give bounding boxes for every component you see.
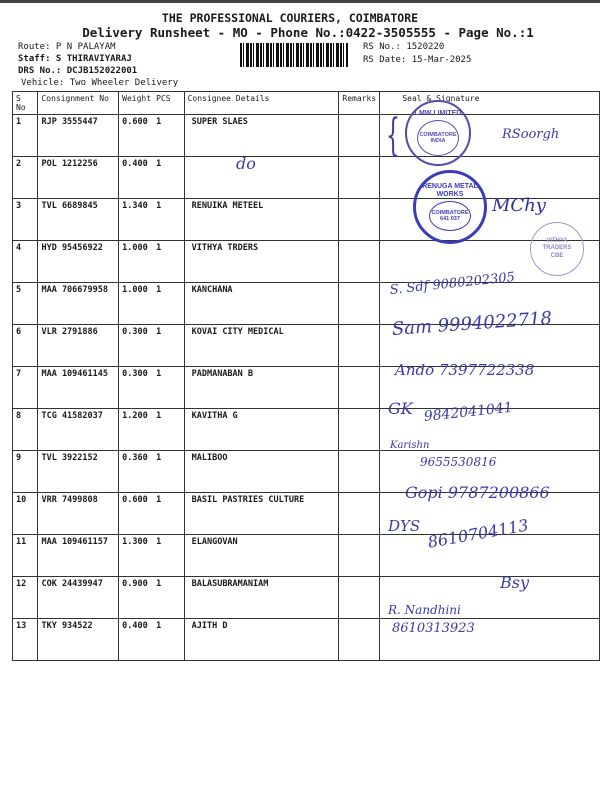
cell-remarks — [339, 199, 380, 241]
cell-weight: 1.200 — [122, 411, 148, 421]
cell-sno: 12 — [13, 577, 38, 619]
cell-weight: 1.000 — [122, 243, 148, 253]
cell-weight: 0.600 — [122, 117, 148, 127]
cell-pcs: 1 — [156, 243, 162, 253]
cell-pcs: 1 — [156, 159, 162, 169]
stamp-text: INDIA — [430, 137, 446, 144]
table-row — [13, 157, 600, 199]
signature: RSoorgh — [502, 127, 560, 142]
handwritten-phone: 8610704113 — [426, 515, 530, 552]
cell-remarks — [339, 241, 380, 283]
cell-remarks — [339, 493, 380, 535]
rs-date: RS Date: 15-Mar-2025 — [363, 55, 472, 65]
cell-consignee: VITHYA TRDERS — [184, 241, 339, 283]
stamp-text: COIMBATORE — [419, 131, 457, 138]
cell-weight: 0.400 — [122, 621, 148, 631]
cell-consignee: ELANGOVAN — [184, 535, 339, 577]
handwritten-phone: S. Sdf 9080202305 — [389, 269, 516, 298]
route: Route: P N PALAYAM — [18, 42, 116, 52]
cell-consignment: TVL 3922152 — [38, 451, 119, 493]
cell-sno: 9 — [13, 451, 38, 493]
handwritten-note: do — [236, 154, 256, 173]
stamp-ring-text: VITHYA TRADERS — [542, 238, 572, 251]
handwritten-phone: Gopi 9787200866 — [405, 483, 550, 502]
cell-consignment: HYD 95456922 — [38, 241, 119, 283]
col-remarks: Remarks — [339, 92, 380, 115]
cell-pcs: 1 — [156, 285, 162, 295]
cell-sno: 1 — [13, 115, 38, 157]
cell-sno: 5 — [13, 283, 38, 325]
vithya-stamp — [530, 222, 584, 276]
cell-sno: 11 — [13, 535, 38, 577]
cell-pcs: 1 — [156, 453, 162, 463]
cell-weight: 1.000 — [122, 285, 148, 295]
cell-pcs: 1 — [156, 537, 162, 547]
cell-consignment: MAA 706679958 — [38, 283, 119, 325]
handwritten-phone: Sam 9994022718 — [391, 307, 553, 340]
cell-consignment: RJP 3555447 — [38, 115, 119, 157]
handwritten-name: R. Nandhini — [388, 603, 461, 617]
cell-weight-pcs — [119, 325, 184, 367]
cell-remarks — [339, 577, 380, 619]
cell-weight-pcs — [119, 409, 184, 451]
cell-remarks — [339, 157, 380, 199]
cell-pcs: 1 — [156, 117, 162, 127]
cell-remarks — [339, 115, 380, 157]
cell-pcs: 1 — [156, 495, 162, 505]
cell-consignee: KANCHANA — [184, 283, 339, 325]
cell-consignee: KOVAI CITY MEDICAL — [184, 325, 339, 367]
cell-pcs: 1 — [156, 201, 162, 211]
cell-remarks — [339, 325, 380, 367]
cell-weight: 0.300 — [122, 369, 148, 379]
cell-sno: 10 — [13, 493, 38, 535]
cell-remarks — [339, 451, 380, 493]
stamp-text: 641 037 — [440, 215, 460, 222]
col-pcs: PCS — [156, 94, 171, 103]
cell-weight: 0.300 — [122, 327, 148, 337]
col-seal-signature: Seal & Signature — [380, 92, 600, 115]
cell-consignee: RENUIKA METEEL — [184, 199, 339, 241]
cell-weight-pcs — [119, 577, 184, 619]
cell-pcs: 1 — [156, 327, 162, 337]
cell-weight-pcs — [119, 493, 184, 535]
vehicle: Vehicle: Two Wheeler Delivery — [21, 78, 179, 88]
cell-consignment: TVL 6689845 — [38, 199, 119, 241]
cell-pcs: 1 — [156, 621, 162, 631]
staff: Staff: S THIRAVIYARAJ — [18, 54, 132, 64]
handwritten-phone: Ando 7397722338 — [395, 361, 535, 379]
handwritten-sign: GK — [388, 399, 413, 418]
handwritten-phone: 9655530816 — [420, 455, 497, 469]
cell-remarks — [339, 619, 380, 661]
stamp-ring-text: LMW LIMITED — [414, 110, 462, 118]
cell-consignee: MALIBOO — [184, 451, 339, 493]
cell-consignment: MAA 109461145 — [38, 367, 119, 409]
handwritten-name: Karishn — [390, 440, 430, 451]
cell-consignee: PADMANABAN B — [184, 367, 339, 409]
rs-number: RS No.: 1520220 — [363, 42, 445, 52]
cell-sno: 3 — [13, 199, 38, 241]
cell-sno: 13 — [13, 619, 38, 661]
cell-remarks — [339, 409, 380, 451]
cell-weight-pcs — [119, 199, 184, 241]
col-consignee: Consignee Details — [184, 92, 339, 115]
cell-consignment: TKY 934522 — [38, 619, 119, 661]
cell-consignment: VRR 7499808 — [38, 493, 119, 535]
col-weight: Weight — [122, 94, 152, 103]
cell-weight-pcs — [119, 619, 184, 661]
cell-sno: 2 — [13, 157, 38, 199]
handwritten-phone: 8610313923 — [392, 621, 475, 636]
cell-consignee — [184, 154, 339, 199]
signature: MChy — [492, 195, 546, 216]
cell-weight-pcs — [119, 535, 184, 577]
stamp-text: COIMBATORE — [431, 209, 469, 216]
col-consignment: Consignment No — [38, 92, 119, 115]
handwritten-brace: { — [386, 110, 400, 161]
cell-weight: 0.600 — [122, 495, 148, 505]
cell-pcs: 1 — [156, 579, 162, 589]
cell-weight-pcs — [119, 115, 184, 157]
renuga-stamp — [413, 170, 487, 244]
cell-signature — [380, 157, 600, 199]
handwritten-sign: DYS — [388, 517, 421, 535]
cell-consignee: BALASUBRAMANIAM — [184, 577, 339, 619]
cell-remarks — [339, 367, 380, 409]
cell-pcs: 1 — [156, 369, 162, 379]
cell-weight-pcs — [119, 241, 184, 283]
cell-consignment: VLR 2791886 — [38, 325, 119, 367]
cell-consignee: KAVITHA G — [184, 409, 339, 451]
cell-consignment: MAA 109461157 — [38, 535, 119, 577]
cell-weight: 0.900 — [122, 579, 148, 589]
cell-sno: 6 — [13, 325, 38, 367]
handwritten-phone: 9842041041 — [423, 399, 514, 425]
cell-sno: 7 — [13, 367, 38, 409]
stamp-text: CBE — [550, 253, 564, 260]
cell-weight-pcs — [119, 283, 184, 325]
cell-weight-pcs — [119, 367, 184, 409]
cell-weight: 1.340 — [122, 201, 148, 211]
table-row — [13, 535, 600, 577]
cell-weight: 0.400 — [122, 159, 148, 169]
scan-edge — [0, 0, 600, 3]
lmw-stamp — [405, 100, 471, 166]
cell-consignee: SUPER SLAES — [184, 115, 339, 157]
table-header — [13, 92, 600, 115]
cell-consignment: POL 1212256 — [38, 157, 119, 199]
cell-pcs: 1 — [156, 411, 162, 421]
cell-consignment: COK 24439947 — [38, 577, 119, 619]
barcode — [240, 43, 348, 67]
cell-weight: 1.300 — [122, 537, 148, 547]
table-row — [13, 619, 600, 661]
cell-consignment: TCG 41582037 — [38, 409, 119, 451]
runsheet-title: Delivery Runsheet - MO - Phone No.:0422-3505555 - Page No.:1 — [82, 25, 534, 40]
stamp-ring-text: RENUGA METAL WORKS — [422, 183, 478, 198]
col-weight-pcs — [119, 92, 184, 115]
cell-consignee: AJITH D — [184, 619, 339, 661]
signature: Bsy — [500, 573, 530, 592]
cell-weight: 0.360 — [122, 453, 148, 463]
col-sno: S No — [13, 92, 38, 115]
cell-remarks — [339, 283, 380, 325]
drs-number: DRS No.: DCJB152022001 — [18, 66, 138, 76]
cell-consignee: BASIL PASTRIES CULTURE — [184, 493, 339, 535]
cell-sno: 4 — [13, 241, 38, 283]
company-title: THE PROFESSIONAL COURIERS, COIMBATORE — [161, 11, 419, 25]
cell-weight-pcs — [119, 451, 184, 493]
cell-sno: 8 — [13, 409, 38, 451]
cell-weight-pcs — [119, 157, 184, 199]
cell-remarks — [339, 535, 380, 577]
